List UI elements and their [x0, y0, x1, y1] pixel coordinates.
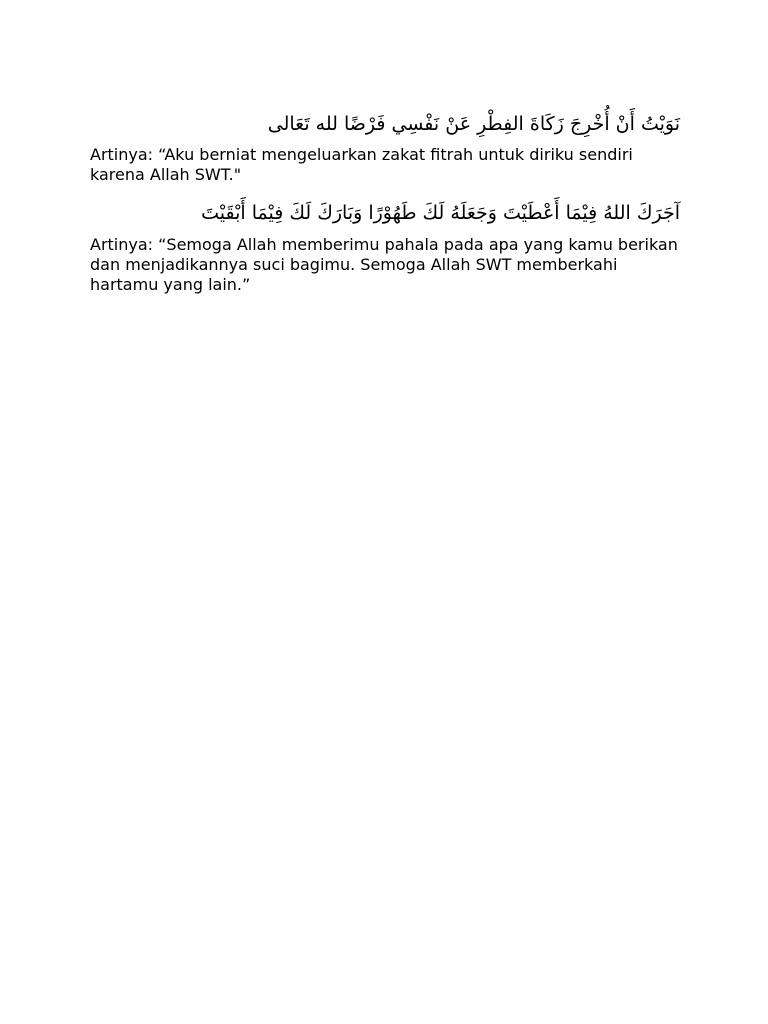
arabic-doa-text: آجَرَكَ اللهُ فِيْمَا أَعْطَيْتَ وَجَعَلَهُ لَكَ طَهُوْرًا وَبَارَكَ لَكَ فِيْمَا أَبْقَيْتَ [201, 202, 680, 224]
niat-translation-text: Artinya: “Aku berniat mengeluarkan zakat fitrah untuk diriku sendiri karena Allah SWT." [90, 145, 633, 184]
document-content [90, 106, 680, 295]
arabic-niat-text: نَوَيْتُ أَنْ أُخْرِجَ زَكَاةَ الفِطْرِ عَنْ نَفْسِي فَرْضًا لله تَعَالى [267, 113, 680, 135]
doa-translation-text: Artinya: “Semoga Allah memberimu pahala pada apa yang kamu berikan dan menjadikannya suci bagimu. Semoga Allah SWT memberkahi hartamu yang lain.” [90, 235, 678, 294]
